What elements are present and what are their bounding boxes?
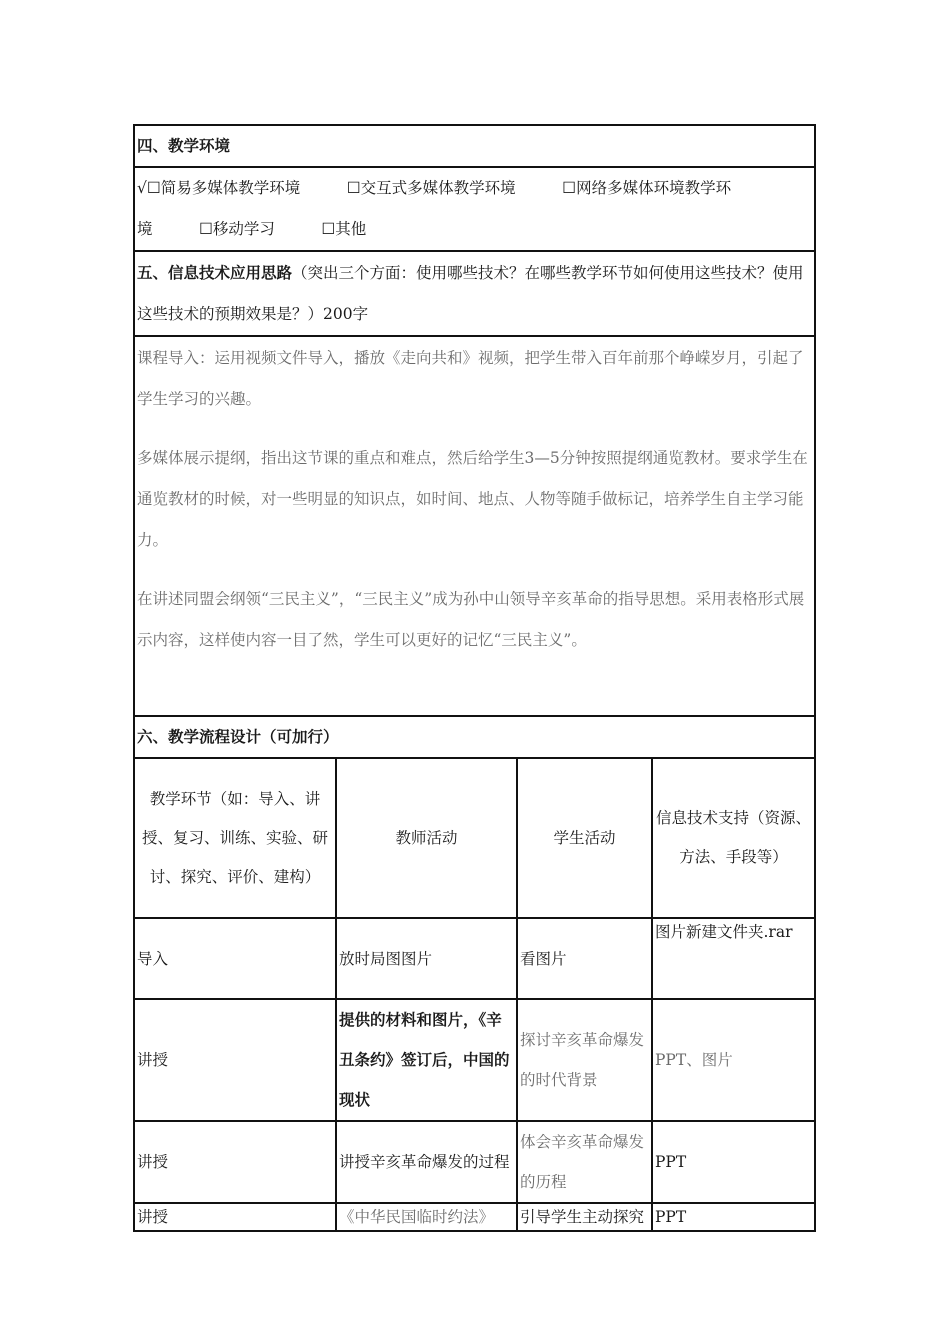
row1-tech: 图片新建文件夹.rar (652, 918, 815, 999)
content-paragraph-2: 多媒体展示提纲，指出这节课的重点和难点，然后给学生3—5分钟按照提纲通览教材。要求学生在通览教材的时候，对一些明显的知识点，如时间、地点、人物等随手做标记，培养学生自主学习能力。 (137, 449, 808, 549)
section5-content (134, 336, 815, 716)
row4-tech: PPT (652, 1203, 815, 1231)
row1-student: 看图片 (517, 918, 652, 999)
row2-student: 探讨辛亥革命爆发的时代背景 (517, 999, 652, 1121)
content-paragraph-1: 课程导入：运用视频文件导入，播放《走向共和》视频，把学生带入百年前那个峥嵘岁月，引起了学生学习的兴趣。 (137, 349, 804, 408)
row4-teacher: 《中华民国临时约法》 (336, 1203, 517, 1231)
row1-teacher: 放时局图图片 (336, 918, 517, 999)
environment-options (134, 167, 815, 251)
row3-stage: 讲授 (134, 1121, 336, 1203)
row3-tech: PPT (652, 1121, 815, 1203)
section5-title (134, 251, 815, 336)
table-row (134, 1121, 815, 1203)
row1-stage: 导入 (134, 918, 336, 999)
header-teacher-activity: 教师活动 (336, 758, 517, 918)
row3-student: 体会辛亥革命爆发的历程 (517, 1121, 652, 1203)
lesson-plan-sheet (133, 124, 814, 1232)
lesson-plan-table (133, 124, 816, 1232)
row2-teacher: 提供的材料和图片，《辛丑条约》签订后，中国的现状 (336, 999, 517, 1121)
row4-student: 引导学生主动探究 (517, 1203, 652, 1231)
row2-tech: PPT、图片 (652, 999, 815, 1121)
section5-title-bold: 五、信息技术应用思路 (137, 263, 293, 282)
table-row (134, 918, 815, 999)
row2-stage: 讲授 (134, 999, 336, 1121)
header-student-activity: 学生活动 (517, 758, 652, 918)
row4-stage: 讲授 (134, 1203, 336, 1231)
environment-options-line2: 境 ☐移动学习 ☐其他 (137, 220, 367, 238)
table-row (134, 999, 815, 1121)
section6-title: 六、教学流程设计（可加行） (134, 716, 815, 758)
environment-options-line1: √☐简易多媒体教学环境 ☐交互式多媒体教学环境 ☐网络多媒体环境教学环 (137, 179, 732, 197)
table-row (134, 1203, 815, 1231)
content-paragraph-3: 在讲述同盟会纲领“三民主义”，“三民主义”成为孙中山领导辛亥革命的指导思想。采用表格形式展示内容，这样使内容一目了然，学生可以更好的记忆“三民主义”。 (137, 590, 805, 649)
header-stage: 教学环节（如：导入、讲授、复习、训练、实验、研讨、探究、评价、建构） (134, 758, 336, 918)
section5-title-note: （突出三个方面：使用哪些技术？在哪些教学环节如何使用这些技术？使用这些技术的预期效果是？）200字 (137, 264, 804, 323)
header-tech-support: 信息技术支持（资源、方法、手段等） (652, 758, 815, 918)
section4-title: 四、教学环境 (134, 125, 815, 167)
row3-teacher: 讲授辛亥革命爆发的过程 (336, 1121, 517, 1203)
